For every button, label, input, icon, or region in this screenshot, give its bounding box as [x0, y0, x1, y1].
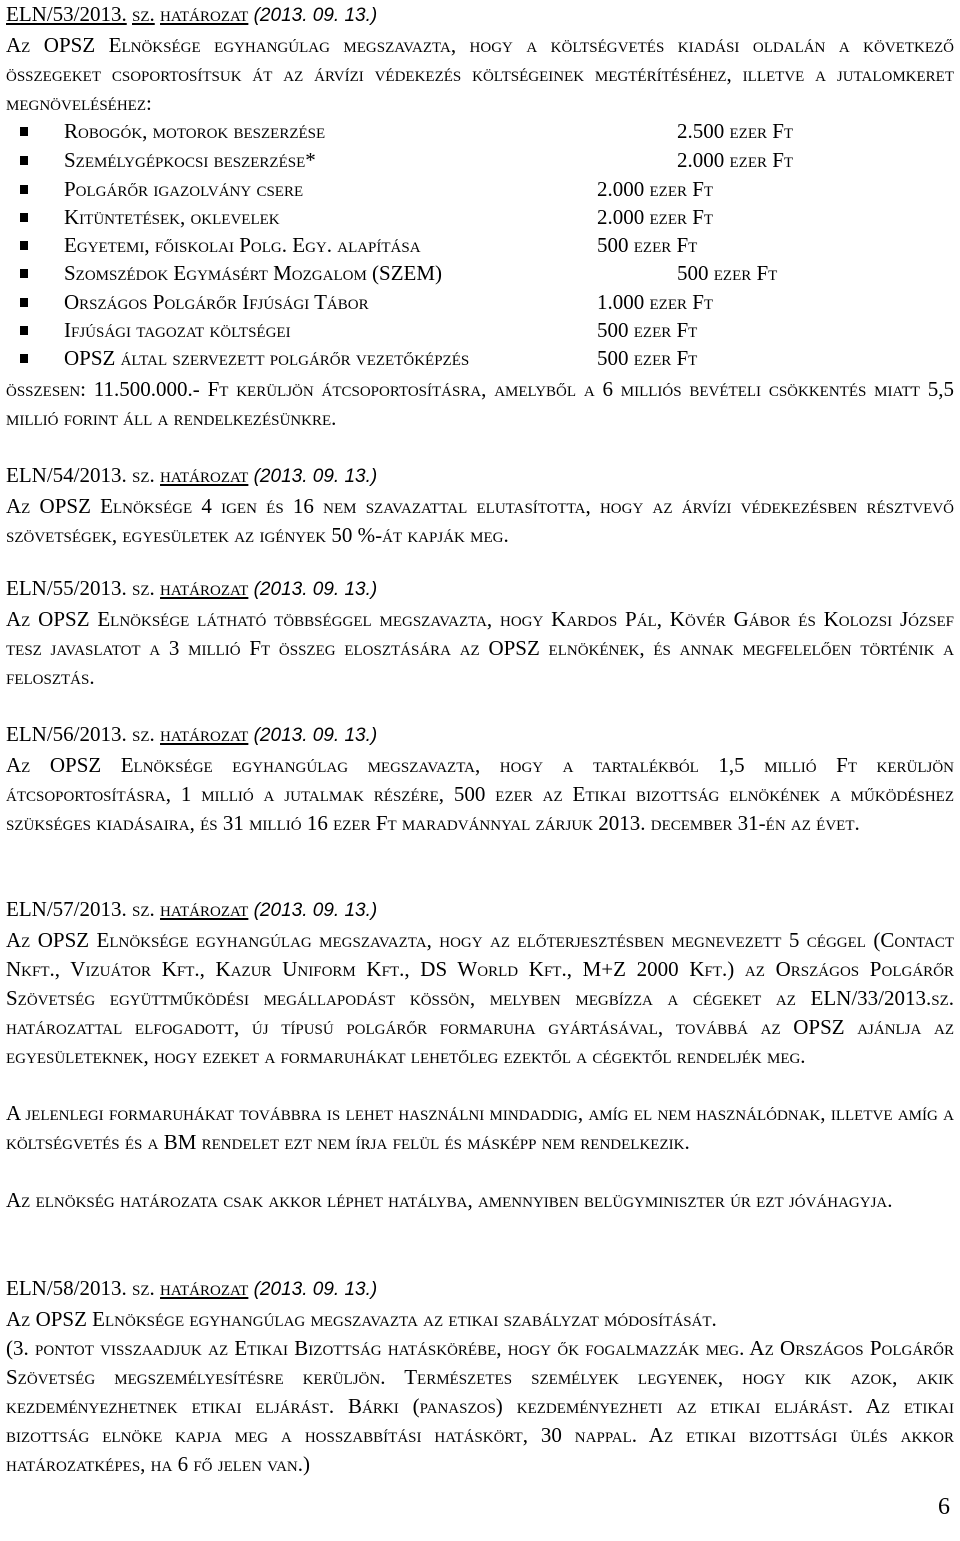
item-amount: 500 ezer Ft	[597, 233, 698, 257]
resolution-sz: sz.	[132, 463, 155, 487]
resolution-number: ELN/56/2013.	[6, 722, 127, 746]
resolution-label: határozat	[160, 463, 249, 487]
resolution-label: határozat	[160, 576, 249, 600]
item-amount: 1.000 ezer Ft	[597, 290, 714, 314]
resolution-text: Az OPSZ Elnöksége 4 igen és 16 nem szavazattal elutasította, hogy az árvízi védekezésben résztvevő szövetségek, egyesületek az igények 50 %-át kapják meg.	[6, 494, 954, 547]
resolution-label: határozat	[160, 2, 249, 26]
resolution-heading	[6, 1276, 377, 1302]
resolution-text: Az OPSZ Elnöksége egyhangúlag megszavazta, hogy a költségvetés kiadási oldalán a következő összegeket csoportosítsuk át az árvízi védekezés költségeinek megtérítéséhez, illetve a jutalomkeret megnöveléséhez:	[6, 33, 954, 115]
resolution-heading	[6, 722, 377, 748]
resolution-number: ELN/57/2013.	[6, 897, 127, 921]
item-label: Személygépkocsi beszerzése*	[64, 148, 316, 172]
resolution-date: (2013. 09. 13.)	[253, 466, 378, 487]
resolution-label: határozat	[160, 722, 249, 746]
resolution-text: Az OPSZ Elnöksége egyhangúlag megszavazta, hogy a tartalékból 1,5 millió Ft kerüljön átcsoportosításra, 1 millió a jutalmak részére, 500 ezer az Etikai bizottság elnökének a működéshez szükséges kiadásaira, és 31 millió 16 ezer Ft maradvánnyal zárjuk 2013. december 31-én az évet.	[6, 753, 954, 835]
resolution-sz: sz.	[132, 897, 155, 921]
item-label: Kitüntetések, oklevelek	[64, 205, 280, 229]
resolution-sz: sz.	[132, 722, 155, 746]
item-label: Polgárőr igazolvány csere	[64, 177, 304, 201]
resolution-label: határozat	[160, 1276, 249, 1300]
page-number: 6	[938, 1494, 950, 1520]
resolution-date: (2013. 09. 13.)	[253, 5, 378, 26]
resolution-date: (2013. 09. 13.)	[253, 1279, 378, 1300]
bullet-icon	[20, 185, 28, 194]
resolution-text: Az OPSZ Elnöksége látható többséggel megszavazta, hogy Kardos Pál, Kövér Gábor és Kolozsi József tesz javaslatot a 3 millió Ft összeg elosztására az OPSZ elnökének, és annak megfelelően történik a felosztás.	[6, 607, 954, 689]
bullet-icon	[20, 156, 28, 165]
bullet-icon	[20, 213, 28, 222]
item-label: Robogók, motorok beszerzése	[64, 119, 326, 143]
resolution-date: (2013. 09. 13.)	[253, 900, 378, 921]
bullet-icon	[20, 269, 28, 278]
resolution-date: (2013. 09. 13.)	[253, 579, 378, 600]
resolution-heading	[6, 897, 377, 923]
item-amount: 500 ezer Ft	[597, 346, 698, 370]
resolution-number: ELN/54/2013.	[6, 463, 127, 487]
item-label: Országos Polgárőr Ifjúsági Tábor	[64, 290, 369, 314]
resolution-sz: sz.	[132, 1276, 155, 1300]
bullet-icon	[20, 326, 28, 335]
bullet-icon	[20, 127, 28, 136]
bullet-icon	[20, 354, 28, 363]
item-label: Szomszédok Egymásért Mozgalom (SZEM)	[64, 261, 443, 285]
resolution-text-continued: A jelenlegi formaruhákat továbbra is lehet használni mindaddig, amíg el nem használódnak, illetve amíg a költségvetés és a BM rendelet ezt nem írja felül és másképp nem rendelkezik.	[6, 1101, 954, 1154]
item-amount: 2.500 ezer Ft	[677, 119, 794, 143]
item-amount: 2.000 ezer Ft	[677, 148, 794, 172]
resolution-text: Az OPSZ Elnöksége egyhangúlag megszavazta, hogy az előterjesztésben megnevezett 5 céggel (Contact Nkft., Vizuátor Kft., Kazur Uniform Kft., DS World Kft., M+Z 2000 Kft.) az Országos Polgárőr Szövetség együttműködési megállapodást kössön, melyben megbízza a cégeket az ELN/33/2013.sz. határozattal elfogadott, új típusú polgárőr formaruha gyártásával, továbbá az OPSZ ajánlja az egyesületeknek, hogy ezeket a formaruhákat lehetőleg ezektől a cégektől rendeljék meg.	[6, 928, 954, 1068]
resolution-heading	[6, 463, 377, 489]
item-label: Egyetemi, főiskolai Polg. Egy. alapítása	[64, 233, 421, 257]
resolution-sz: sz.	[132, 2, 155, 26]
resolution-text: Az OPSZ Elnöksége egyhangúlag megszavazta az etikai szabályzat módosítását.	[6, 1307, 717, 1331]
resolution-heading	[6, 576, 377, 602]
item-amount: 500 ezer Ft	[597, 318, 698, 342]
item-amount: 500 ezer Ft	[677, 261, 778, 285]
resolution-total: összesen: 11.500.000.- Ft kerüljön átcsoportosításra, amelyből a 6 milliós bevételi csökkentés miatt 5,5 millió forint áll a rendelkezésünkre.	[6, 377, 954, 430]
resolution-number: ELN/58/2013.	[6, 1276, 127, 1300]
resolution-text-continued: (3. pontot visszaadjuk az Etikai Bizottság hatáskörébe, hogy ők fogalmazzák meg. Az Országos Polgárőr Szövetség megszemélyesítésre kerüljön. Természetes személyek legyenek, hogy kik azok, akik kezdeményezhetnek etikai eljárást. Bárki (panaszos) kezdeményezheti az etikai eljárást. Az etikai bizottság elnöke kapja meg a hosszabbítási hatáskört, 30 nappal. Az etikai bizottsági ülés akkor határozatképes, ha 6 fő jelen van.)	[6, 1336, 954, 1476]
item-label: OPSZ által szervezett polgárőr vezetőképzés	[64, 346, 470, 370]
resolution-label: határozat	[160, 897, 249, 921]
resolution-number: ELN/55/2013.	[6, 576, 127, 600]
resolution-date: (2013. 09. 13.)	[253, 725, 378, 746]
resolution-heading	[6, 2, 377, 28]
item-amount: 2.000 ezer Ft	[597, 205, 714, 229]
bullet-icon	[20, 298, 28, 307]
bullet-icon	[20, 241, 28, 250]
resolution-text-continued: Az elnökség határozata csak akkor léphet hatályba, amennyiben belügyminiszter úr ezt jóváhagyja.	[6, 1188, 893, 1212]
resolution-number: ELN/53/2013.	[6, 2, 127, 26]
item-label: Ifjúsági tagozat költségei	[64, 318, 291, 342]
resolution-sz: sz.	[132, 576, 155, 600]
item-amount: 2.000 ezer Ft	[597, 177, 714, 201]
